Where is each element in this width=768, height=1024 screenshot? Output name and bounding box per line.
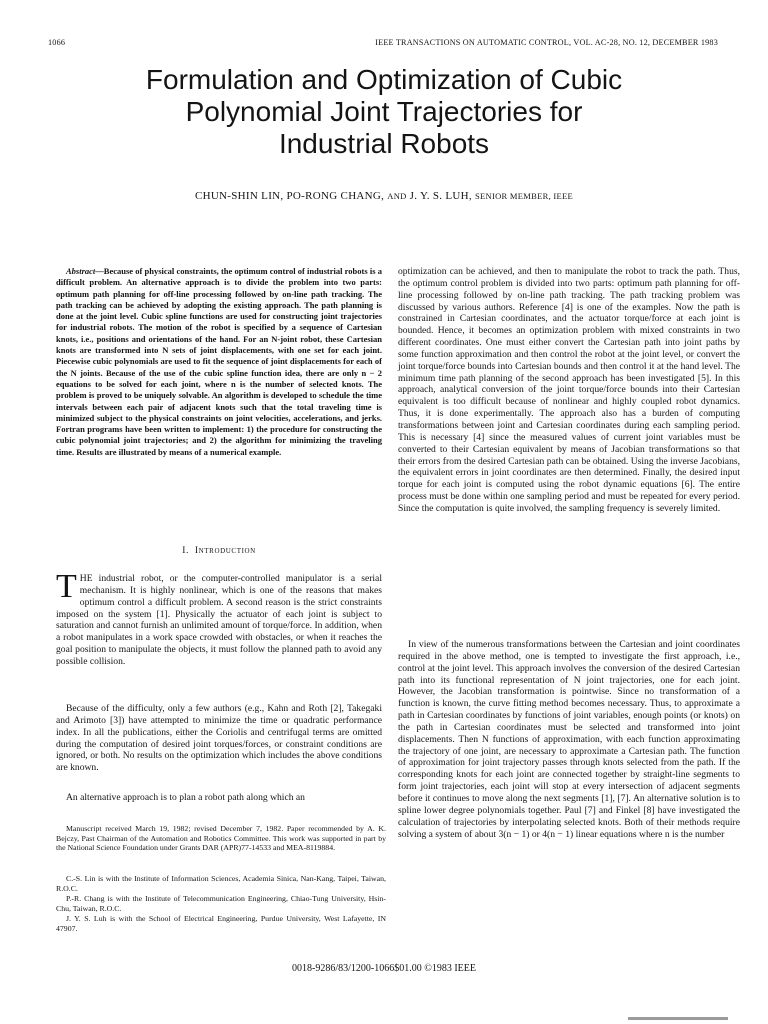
running-head: IEEE TRANSACTIONS ON AUTOMATIC CONTROL, VOL. AC-28, NO. 12, DECEMBER 1983 — [375, 38, 718, 47]
drop-cap: T — [56, 568, 77, 605]
intro-paragraph-1-text: HE industrial robot, or the computer-controlled manipulator is a serial mechanism. It is highly nonlinear, which is one of the reasons that makes optimum control a difficult problem. A second reason is the strict constraints imposed on the system [1]. Physically the actuator of each joint is subject to saturation and cannot furnish an unlimited amount of torque/force. In addition, when a robot manipulates in a work space crowded with obstacles, or when it reaches the goal position to manipulate the objects, it must follow the planned path to avoid any possible collision. — [56, 573, 382, 667]
footnote-lin: C.-S. Lin is with the Institute of Information Sciences, Academia Sinica, Nan-Kang, Taipei, Taiwan, R.O.C. — [56, 874, 386, 893]
section-title: Introduction — [194, 546, 256, 556]
abstract — [56, 266, 382, 458]
abstract-label: Abstract — [66, 266, 96, 276]
scan-edge-mark — [628, 1017, 728, 1020]
right-paragraph-2: In view of the numerous transformations between the Cartesian and joint coordinates required in the above method, one is tempted to investigate the first approach, i.e., control at the joint level. This approach involves the conversion of the desired Cartesian path into its functional representation of N joint trajectories, one for each joint. However, the Jacobian transformation is pointwise. Since no transformation of a function is known, the curve fitting method becomes necessary. Thus, to approximate a path in Cartesian coordinates by functions of joint variables, enough points (or knots) on the path in Cartesian coordinates must be selected and transformed into joint displacements. Then N functions of approximation, with each function approximating the trajectory of one joint, are necessary to approximate a Cartesian path. The function of approximation for joint trajectory passes through knots selected from the path. If the corresponding knots for each joint are connected together by straight-line segments to form joint trajectories, each joint will stop at every intersection of adjacent segments before it continues to move along the next segments [1], [7]. An alternative solution is to spline lower degree polynomials together. Paul [7] and Finkel [8] have investigated the calculation of trajectories by interpolating selected knots. Both of their methods require solving a system of about 3(n − 1) or 4(n − 1) linear equations where n is the number — [398, 639, 740, 840]
author-last: J. Y. S. LUH, — [409, 190, 472, 202]
footnote-luh: J. Y. S. Luh is with the School of Electrical Engineering, Purdue University, West Lafayette, IN 47907. — [56, 914, 386, 933]
author-names: CHUN-SHIN LIN, PO-RONG CHANG, — [194, 190, 385, 202]
paper-title: Formulation and Optimization of Cubic Polynomial Joint Trajectories for Industrial Robots — [145, 64, 623, 159]
footnote-manuscript: Manuscript received March 19, 1982; revised December 7, 1982. Paper recommended by A. K. Bejczy, Past Chairman of the Automation and Robotics Committee. This work was supported in part by the National Science Foundation under Grants DAR (APR)77-14533 and MEA-8119884. — [56, 824, 386, 853]
author-and: AND — [387, 191, 407, 201]
author-line — [0, 190, 768, 202]
section-number: I. — [182, 546, 189, 556]
intro-paragraph-2: Because of the difficulty, only a few authors (e.g., Kahn and Roth [2], Takegaki and Arimoto [3]) have attempted to minimize the time or quadratic performance index. In all the publications, either the Coriolis and centrifugal terms are omitted during the computation of desired joint torques/forces, or constraint conditions are ignored, or both. No results on the optimization which includes the above conditions are known. — [56, 703, 382, 774]
intro-paragraph-3: An alternative approach is to plan a robot path along which an — [66, 792, 305, 803]
page-number: 1066 — [48, 38, 66, 47]
footnote-chang: P.-R. Chang is with the Institute of Telecommunication Engineering, Chiao-Tung University, Hsin-Chu, Taiwan, R.O.C. — [56, 894, 386, 913]
section-heading — [56, 546, 382, 556]
abstract-text: —Because of physical constraints, the optimum control of industrial robots is a difficult problem. An alternative approach is to divide the problem into two parts: optimum path planning for off-line processing followed by on-line path tracking. The path tracking can be achieved by adopting the existing approach. The path planning is done at the joint level. Cubic spline functions are used for constructing joint trajectories for industrial robots. The motion of the robot is specified by a sequence of Cartesian knots, i.e., positions and orientations of the hand. For an N-joint robot, these Cartesian knots are transformed into N sets of joint displacements, with one set for each joint. Piecewise cubic polynomials are used to fit the sequence of joint displacements for each of the N joints. Because of the use of the cubic spline function idea, there are only n − 2 equations to be solved for each joint, where n is the number of selected knots. The problem is proved to be uniquely solvable. An algorithm is developed to schedule the time intervals between each pair of adjacent knots such that the total traveling time is minimized subject to the physical constraints on joint velocities, accelerations, and jerks. Fortran programs have been written to implement: 1) the procedure for constructing the cubic polynomial joint trajectories; and 2) the algorithm for minimizing the traveling time. Results are illustrated by means of a numerical example. — [56, 266, 382, 457]
right-paragraph-1: optimization can be achieved, and then to manipulate the robot to track the path. Thus, the optimum control problem is divided into two parts: optimum path planning for off-line processing followed by on-line path tracking. The path tracking problem was discussed by various authors. Reference [4] is one of the examples. Now the path is constrained in Cartesian coordinates, and the actuator torque/force at each joint is bounded. Hence, it becomes an optimization problem with mixed constraints in two different coordinates. One must either convert the Cartesian path into joint paths by some function approximation and then control the robot at the joint level, or convert the joint torque/force bounds into Cartesian bounds and then control it at the hand level. The minimum time path planning of the second approach has been investigated [5]. In this approach, analytical conversion of the joint torque/force bounds into their Cartesian equivalent is too difficult because of nonlinear and highly coupled robot dynamics. Thus, it is done experimentally. The approach also has a burden of computing transformations between joint and Cartesian coordinates during each sampling period. This is necessary [4] since the measured values of current joint variables must be converted to their Cartesian equivalent by means of Jacobian transformations so that their errors from the desired Cartesian path can be obtained. Using the inverse Jacobians, the equivalent errors in joint coordinates are then determined. Finally, the desired input torque for each joint is computed using the robot dynamic equations [6]. The entire process must be done within one sampling period and must be repeated for every period. Since the computation is quite involved, the sampling frequency is severely limited. — [398, 266, 740, 514]
copyright-line: 0018-9286/83/1200-1066$01.00 ©1983 IEEE — [292, 963, 476, 974]
intro-paragraph-1 — [56, 568, 382, 668]
author-role: SENIOR MEMBER, IEEE — [475, 191, 574, 201]
